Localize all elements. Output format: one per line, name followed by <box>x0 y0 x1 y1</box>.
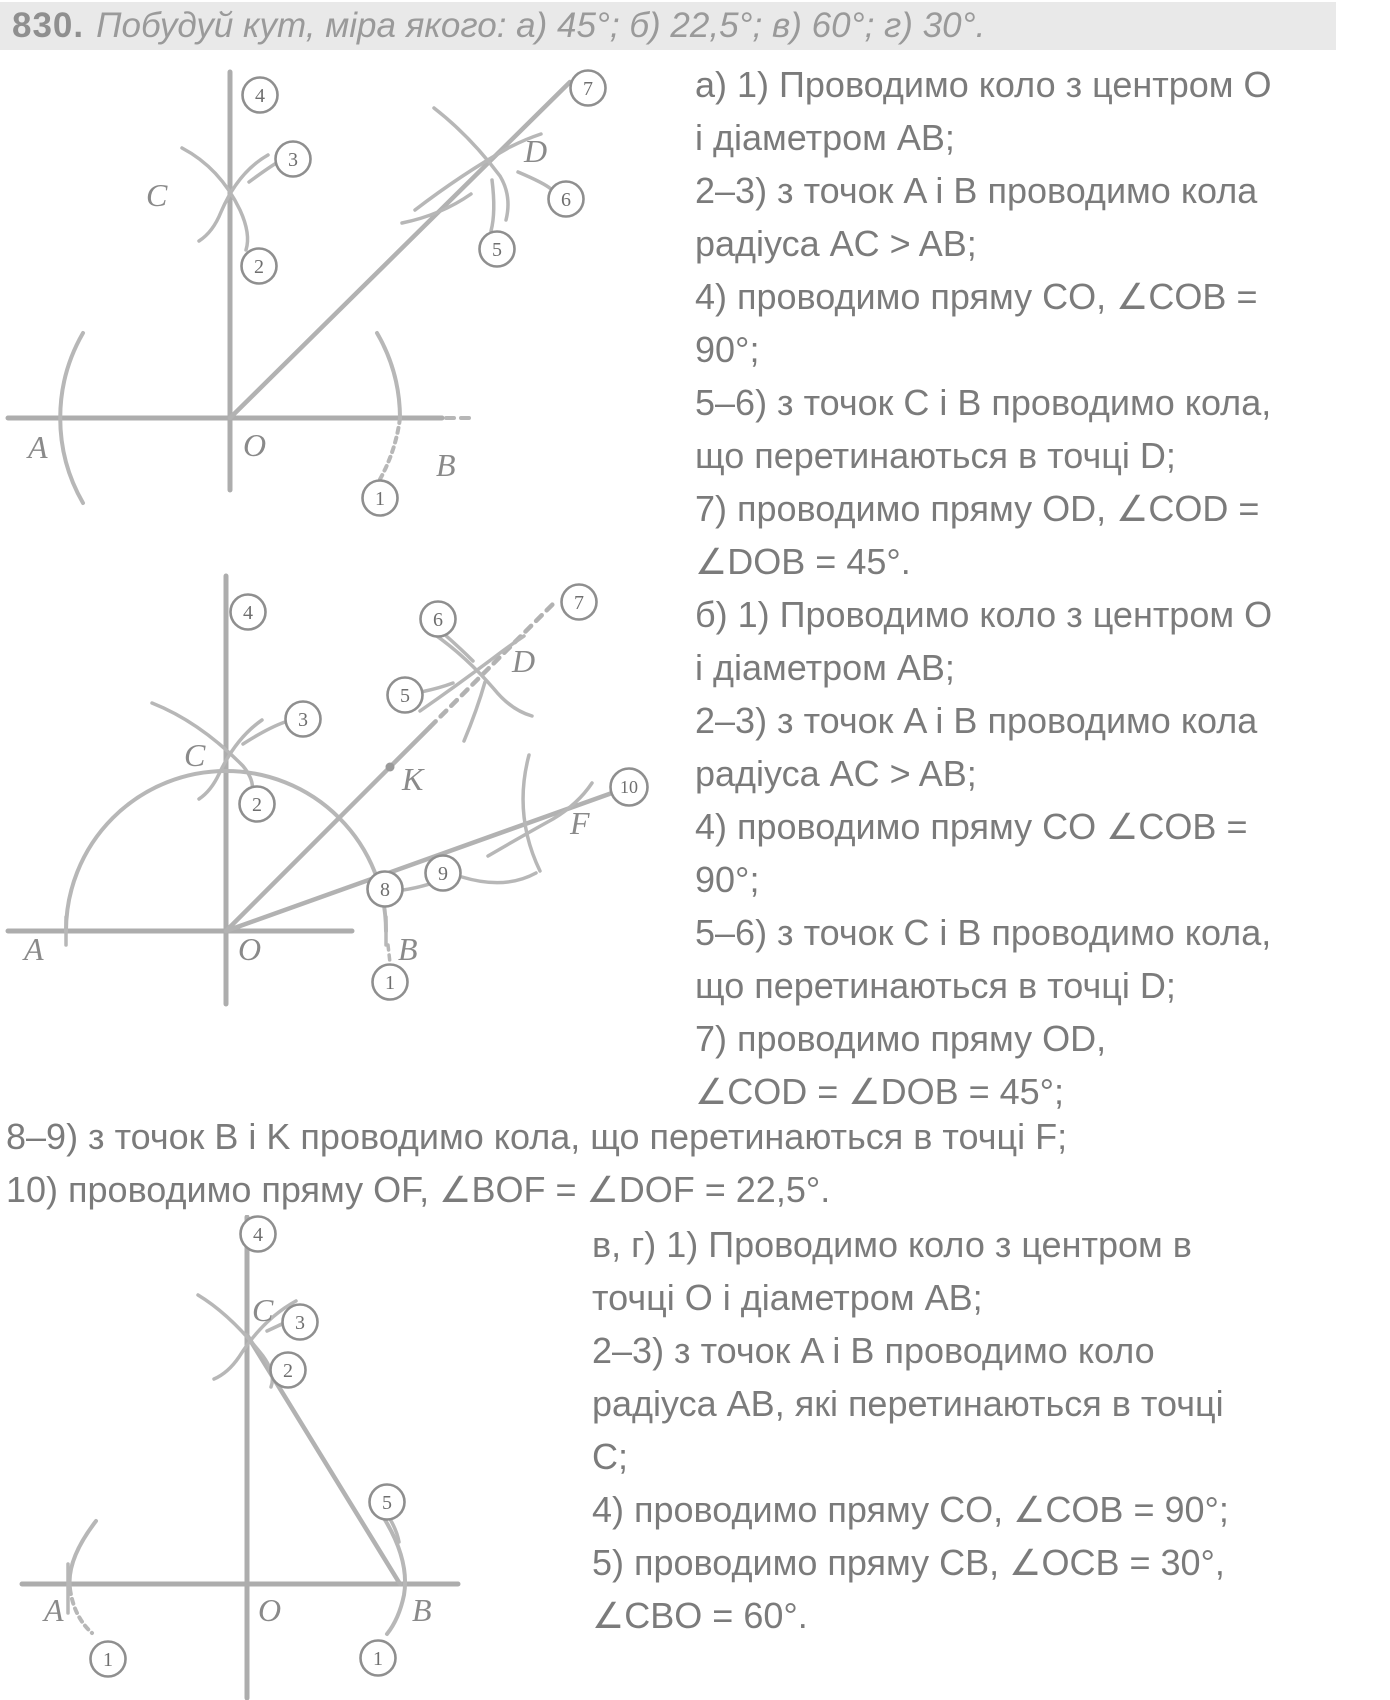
solution-line: що перетинаються в точці D; <box>695 435 1176 476</box>
problem-number: 830. <box>12 6 85 45</box>
solution-line: і діаметром AB; <box>695 117 955 158</box>
svg-text:7: 7 <box>583 78 593 100</box>
leader-to-step-6 <box>518 172 551 189</box>
problem-title-bar <box>0 2 1336 50</box>
solution-line: радіуса AB, які перетинаються в точці <box>592 1383 1224 1424</box>
solution-line: б) 1) Проводимо коло з центром O <box>695 594 1273 635</box>
solution-line: 7) проводимо пряму OD, ∠COD = <box>695 488 1260 529</box>
solution-line: точці O і діаметром AB; <box>592 1277 983 1318</box>
ray-OD <box>230 82 570 418</box>
solution-line: 5–6) з точок C і B проводимо кола, <box>695 912 1272 953</box>
solution-line: 5) проводимо пряму CB, ∠OCB = 30°, <box>592 1542 1225 1583</box>
solution-line: 2–3) з точок A і B проводимо кола <box>695 700 1258 741</box>
svg-text:5: 5 <box>382 1492 392 1514</box>
problem-statement: Побудуй кут, міра якого: а) 45°; б) 22,5°; в) 60°; г) 30°. <box>96 6 986 45</box>
leader-to-step-9 <box>462 873 536 883</box>
step-marker-6 <box>549 182 584 217</box>
solution-line: 2–3) з точок A і B проводимо кола <box>695 170 1258 211</box>
ray-OF <box>226 793 612 931</box>
step-marker-8 <box>368 872 403 907</box>
svg-text:8: 8 <box>380 879 390 901</box>
step-marker-1 <box>363 481 398 516</box>
svg-text:9: 9 <box>438 863 448 885</box>
svg-text:2: 2 <box>283 1360 293 1382</box>
solution-line: 8–9) з точок B і K проводимо кола, що перетинаються в точці F; <box>6 1116 1068 1157</box>
arc-cross-at-F-1 <box>523 755 540 871</box>
svg-text:4: 4 <box>255 85 265 107</box>
svg-text:6: 6 <box>561 189 571 211</box>
point-label-A: A <box>28 429 48 465</box>
circle-arc-at-B <box>377 333 400 418</box>
diagram-60-30-degree-construction <box>0 1215 590 1700</box>
svg-text:3: 3 <box>288 149 298 171</box>
point-label-C: C <box>146 177 168 213</box>
solution-line: C; <box>592 1436 628 1477</box>
step-marker-2 <box>240 787 275 822</box>
solution-line: радіуса AC > AB; <box>695 223 977 264</box>
svg-text:5: 5 <box>400 685 410 707</box>
leader-to-step-5 <box>491 180 494 231</box>
step-marker-3 <box>283 1305 318 1340</box>
point-label-O: O <box>243 427 267 463</box>
svg-text:1: 1 <box>373 1648 383 1670</box>
step-marker-5 <box>370 1485 405 1520</box>
leader-to-step-3 <box>243 722 285 744</box>
step-marker-4 <box>231 595 266 630</box>
step-marker-2 <box>242 249 277 284</box>
point-K-dot <box>386 763 395 772</box>
solution-line: 7) проводимо пряму OD, <box>695 1018 1107 1059</box>
circle-arc-at-A <box>70 1521 96 1589</box>
point-label-D: D <box>524 133 548 169</box>
svg-text:5: 5 <box>492 239 502 261</box>
solution-line: 4) проводимо пряму CO, ∠COB = <box>695 276 1258 317</box>
step-marker-5 <box>388 678 423 713</box>
step-marker-7 <box>571 71 606 106</box>
point-label-F: F <box>570 805 590 841</box>
step-marker-4 <box>241 1217 276 1252</box>
svg-text:10: 10 <box>620 777 638 797</box>
solution-line: 2–3) з точок A і B проводимо коло <box>592 1330 1155 1371</box>
leader-to-step-1 <box>388 945 390 963</box>
step-marker-1-right <box>361 1641 396 1676</box>
svg-text:1: 1 <box>375 488 385 510</box>
point-label-B: B <box>398 931 418 967</box>
svg-text:3: 3 <box>295 1312 305 1334</box>
solution-line: 90°; <box>695 329 760 370</box>
arc-cross-at-D-3 <box>402 194 471 223</box>
solution-line: 4) проводимо пряму CO ∠COB = <box>695 806 1248 847</box>
point-label-O: O <box>238 931 262 967</box>
solution-line: в, г) 1) Проводимо коло з центром в <box>592 1224 1192 1265</box>
svg-text:4: 4 <box>253 1224 263 1246</box>
solution-line: 4) проводимо пряму CO, ∠COB = 90°; <box>592 1489 1229 1530</box>
svg-text:2: 2 <box>254 256 264 278</box>
step-marker-5 <box>480 232 515 267</box>
solution-line: 5–6) з точок C і B проводимо кола, <box>695 382 1272 423</box>
solution-line: ∠CBO = 60°. <box>592 1595 808 1636</box>
diagram-45-degree-construction <box>0 60 690 540</box>
solution-line: а) 1) Проводимо коло з центром O <box>695 64 1272 105</box>
point-label-B: B <box>436 447 456 483</box>
circle-arc-at-A-dashed <box>70 1589 92 1633</box>
solution-line: ∠COD = ∠DOB = 45°; <box>695 1071 1065 1112</box>
point-label-B: B <box>412 1592 432 1628</box>
step-marker-4 <box>243 78 278 113</box>
diagram-22-5-degree-construction <box>0 540 660 1010</box>
step-marker-9 <box>426 856 461 891</box>
solution-text-8-10 <box>6 1110 1390 1216</box>
step-marker-1-left <box>91 1642 126 1677</box>
solution-line: і діаметром AB; <box>695 647 955 688</box>
step-marker-3 <box>286 702 321 737</box>
solution-line: 10) проводимо пряму OF, ∠BOF = ∠DOF = 22,5°. <box>6 1169 831 1210</box>
solution-line: ∠DOB = 45°. <box>695 541 911 582</box>
point-label-O: O <box>258 1592 282 1628</box>
step-marker-7 <box>562 585 597 620</box>
arc-cross-at-C-1 <box>182 148 248 250</box>
step-marker-1 <box>373 965 408 1000</box>
point-label-A: A <box>24 931 44 967</box>
svg-text:7: 7 <box>574 592 584 614</box>
svg-text:6: 6 <box>433 609 443 631</box>
solution-line: що перетинаються в точці D; <box>695 965 1176 1006</box>
point-label-C: C <box>252 1292 274 1328</box>
point-label-D: D <box>512 643 536 679</box>
solution-line: радіуса AC > AB; <box>695 753 977 794</box>
svg-text:3: 3 <box>298 709 308 731</box>
arc-cross-at-D-2 <box>420 636 524 711</box>
solution-text-a-b <box>695 58 1390 1118</box>
step-marker-3 <box>276 142 311 177</box>
solution-line: 90°; <box>695 859 760 900</box>
svg-text:1: 1 <box>103 1649 113 1671</box>
leader-to-step-6 <box>444 634 473 661</box>
svg-text:1: 1 <box>385 972 395 994</box>
step-marker-6 <box>421 602 456 637</box>
solution-text-v-g <box>592 1218 1390 1642</box>
point-label-A: A <box>44 1592 64 1628</box>
step-marker-2 <box>271 1353 306 1388</box>
step-marker-10 <box>611 769 648 806</box>
svg-text:2: 2 <box>252 794 262 816</box>
point-label-C: C <box>184 737 206 773</box>
svg-text:4: 4 <box>243 602 253 624</box>
circle-arc-at-B-dashed <box>379 418 400 481</box>
point-label-K: K <box>402 761 424 797</box>
